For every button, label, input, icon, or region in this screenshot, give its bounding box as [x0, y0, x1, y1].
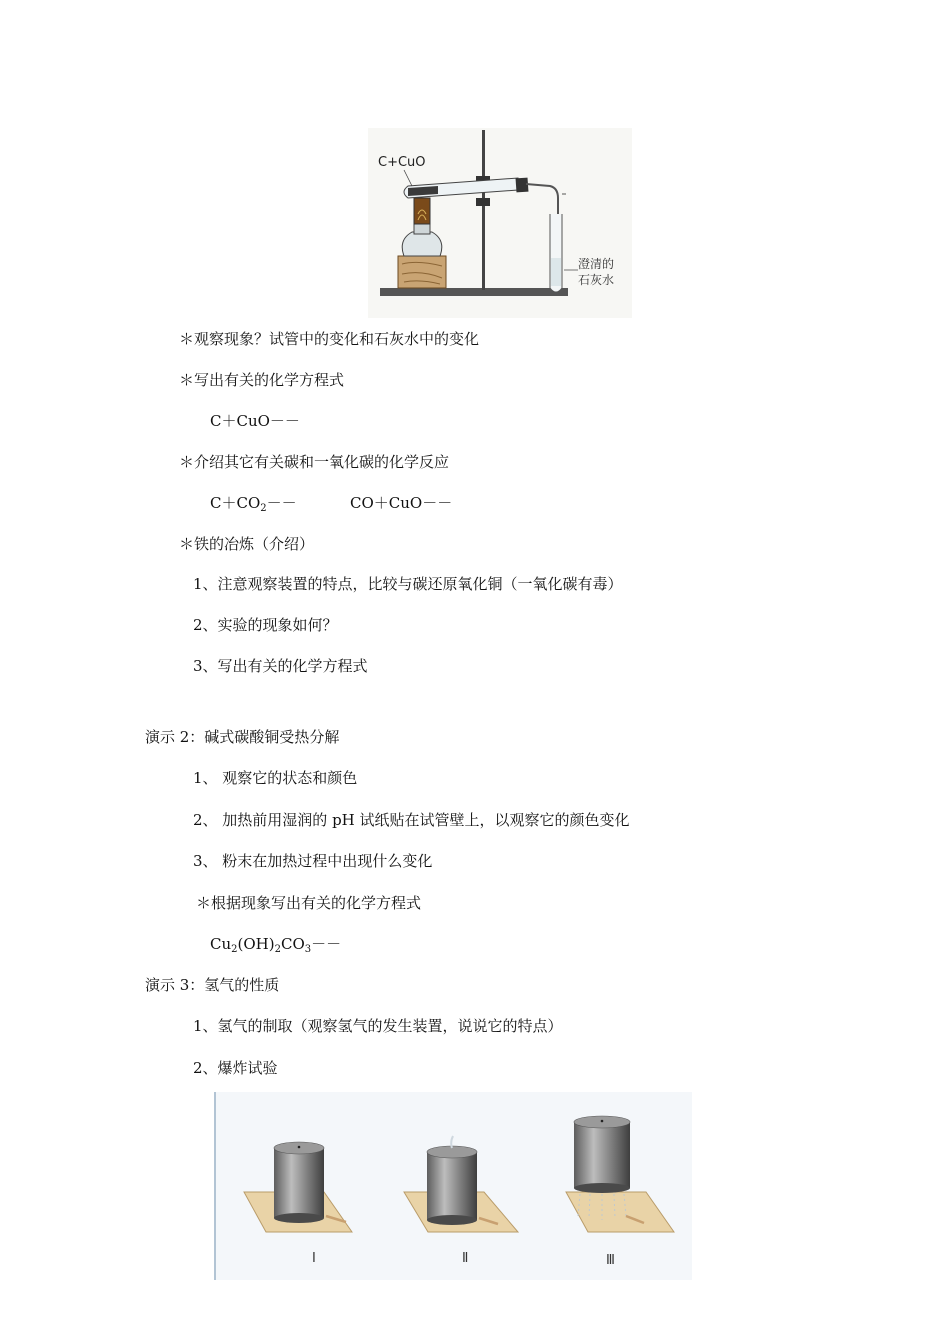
- text-line-introduce-reactions: ＊介绍其它有关碳和一氧化碳的化学反应: [179, 453, 450, 471]
- stand-base: [380, 288, 568, 296]
- text-line-demo3-1: 1、氢气的制取（观察氢气的发生装置，说说它的特点）: [193, 1017, 563, 1035]
- equation-co-cuo: CO＋CuO－－: [350, 494, 453, 512]
- eq-part-co: CO: [280, 935, 305, 953]
- setup-label-3: Ⅲ: [606, 1253, 615, 1268]
- eq-sub-2: 2: [274, 944, 281, 955]
- explosion-test-figure: [214, 1092, 692, 1280]
- equation-c-co2: [210, 493, 297, 513]
- text-line-demo3-2: 2、爆炸试验: [193, 1059, 278, 1077]
- text-line-observe: ＊观察现象？试管中的变化和石灰水中的变化: [179, 330, 480, 348]
- apparatus-figure-c-cuo: [368, 128, 632, 318]
- heading-demo-3: 演示 3：氢气的性质: [145, 976, 280, 994]
- equation-cu2-oh2-co3: [210, 934, 341, 954]
- text-line-demo2-3: 3、 粉末在加热过程中出现什么变化: [193, 852, 433, 870]
- eq-sub-1: 2: [231, 944, 238, 955]
- text-line-write-equation: ＊写出有关的化学方程式: [179, 371, 345, 389]
- text-line-demo2-1: 1、 观察它的状态和颜色: [193, 769, 358, 787]
- text-line-demo2-equation-prompt: ＊根据现象写出有关的化学方程式: [196, 894, 422, 912]
- heading-demo-2: 演示 2：碱式碳酸铜受热分解: [145, 728, 340, 746]
- label-reactants: C+CuO: [378, 155, 426, 170]
- setup-label-1: Ⅰ: [312, 1251, 316, 1266]
- equation-c-co2-main: C＋CO: [210, 494, 261, 512]
- eq-part-oh: (OH): [237, 935, 275, 953]
- alcohol-lamp: [402, 232, 442, 256]
- wire-mesh-cover: [414, 198, 430, 224]
- eq-part-cu: Cu: [210, 935, 232, 953]
- text-line-iron-1: 1、注意观察装置的特点，比较与碳还原氧化铜（一氧化碳有毒）: [193, 575, 623, 593]
- text-line-demo2-2: 2、 加热前用湿润的 pH 试纸贴在试管壁上，以观察它的颜色变化: [193, 811, 630, 829]
- equation-c-cuo: C＋CuO－－: [210, 412, 300, 430]
- text-line-iron-2: 2、实验的现象如何？: [193, 616, 338, 634]
- label-limewater-line1: 澄清的: [578, 257, 615, 271]
- text-line-iron-3: 3、写出有关的化学方程式: [193, 657, 368, 675]
- equation-c-co2-subscript: 2: [260, 503, 267, 514]
- eq-part-dashes: －－: [311, 935, 342, 953]
- text-line-iron-smelting: ＊铁的冶炼（介绍）: [179, 535, 315, 553]
- label-limewater-line2: 石灰水: [578, 273, 615, 287]
- eq-sub-3: 3: [304, 944, 312, 955]
- setup-label-2: Ⅱ: [462, 1251, 469, 1266]
- equation-c-co2-dashes: －－: [266, 494, 297, 512]
- stand-rod: [482, 130, 485, 290]
